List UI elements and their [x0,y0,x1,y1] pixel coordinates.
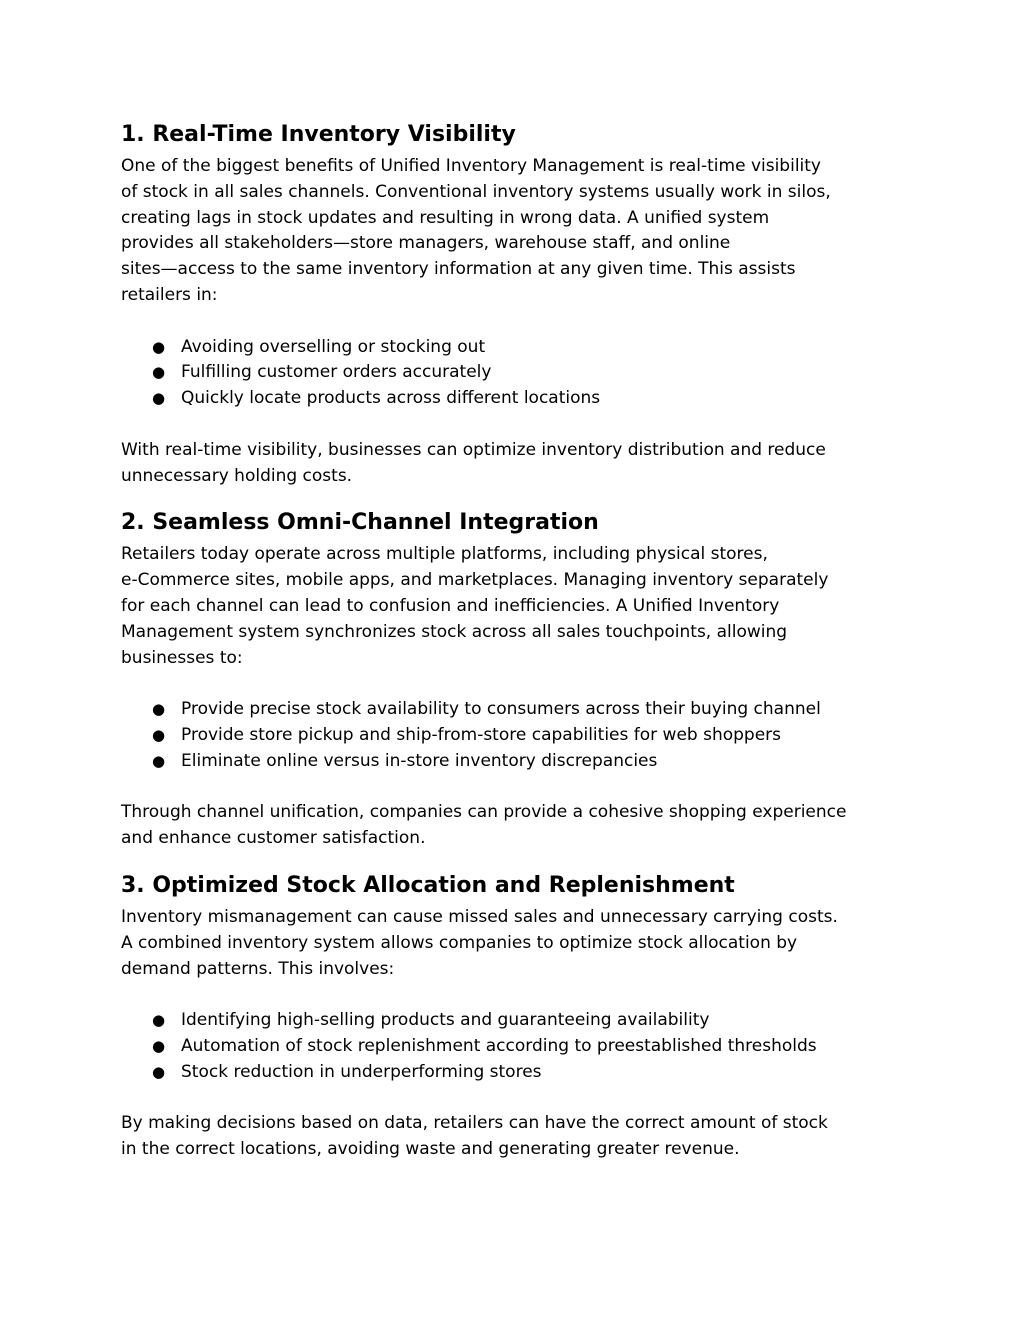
list-item [121,360,921,386]
bullet-list [121,335,921,412]
section-closing-paragraph: By making decisions based on data, retailers can have the correct amount of stock in the correct locations, avoiding waste and generating greater revenue. [121,1113,828,1160]
list-item [121,386,921,412]
section-intro-paragraph: Retailers today operate across multiple platforms, including physical stores, e-Commerce sites, mobile apps, and marketplaces. Managing inventory separately for each channel can lead to confusion and inefficiencies. A Unified Inventory Management system synchronizes stock across all sales touchpoints, allowing businesses to: [121,544,829,668]
bullet-list [121,697,921,774]
bullet-icon: ● [152,725,166,744]
section-heading: 3. Optimized Stock Allocation and Replenishment [121,872,735,898]
list-item [121,723,921,749]
bullet-icon: ● [152,1011,166,1030]
section-intro-paragraph: Inventory mismanagement can cause missed sales and unnecessary carrying costs. A combined inventory system allows companies to optimize stock allocation by demand patterns. This involves: [121,906,838,979]
list-item-text: Fulfilling customer orders accurately [181,362,492,383]
section-heading: 2. Seamless Omni-Channel Integration [121,510,599,536]
section-closing-paragraph: Through channel unification, companies can provide a cohesive shopping experience and enhance customer satisfaction. [121,802,847,849]
document-page [121,118,921,1163]
list-item-text: Identifying high-selling products and guaranteeing availability [181,1010,710,1031]
list-item-text: Provide store pickup and ship-from-store capabilities for web shoppers [181,724,782,745]
list-item-text: Automation of stock replenishment according to preestablished thresholds [181,1035,817,1056]
section-omni-channel [121,506,921,852]
section-closing-paragraph: With real-time visibility, businesses can optimize inventory distribution and reduce unnecessary holding costs. [121,439,826,486]
section-heading: 1. Real-Time Inventory Visibility [121,122,516,147]
section-stock-allocation [121,869,921,1163]
list-item-text: Provide precise stock availability to consumers across their buying channel [181,699,821,720]
list-item-text: Stock reduction in underperforming stores [181,1061,542,1082]
section-real-time-visibility [121,118,921,489]
bullet-icon: ● [152,389,166,408]
bullet-icon: ● [152,700,166,719]
bullet-icon: ● [152,1062,166,1081]
list-item [121,749,921,775]
bullet-list [121,1008,921,1085]
bullet-icon: ● [152,1036,166,1055]
list-item [121,1060,921,1086]
bullet-icon: ● [152,337,166,356]
section-intro-paragraph: One of the biggest benefits of Unified Inventory Management is real-time visibility of stock in all sales channels. Conventional inventory systems usually work in silos, creating lags in stock updates and resulting in wrong data. A unified system provides all stakeholders—store managers, warehouse staff, and online sites—access to the same inventory information at any given time. This assists retailers in: [121,156,831,305]
list-item [121,697,921,723]
list-item [121,1034,921,1060]
list-item-text: Eliminate online versus in-store inventory discrepancies [181,750,658,771]
bullet-icon: ● [152,751,166,770]
bullet-icon: ● [152,363,166,382]
list-item [121,1008,921,1034]
list-item-text: Quickly locate products across different locations [181,388,601,409]
list-item [121,335,921,361]
list-item-text: Avoiding overselling or stocking out [181,336,486,357]
